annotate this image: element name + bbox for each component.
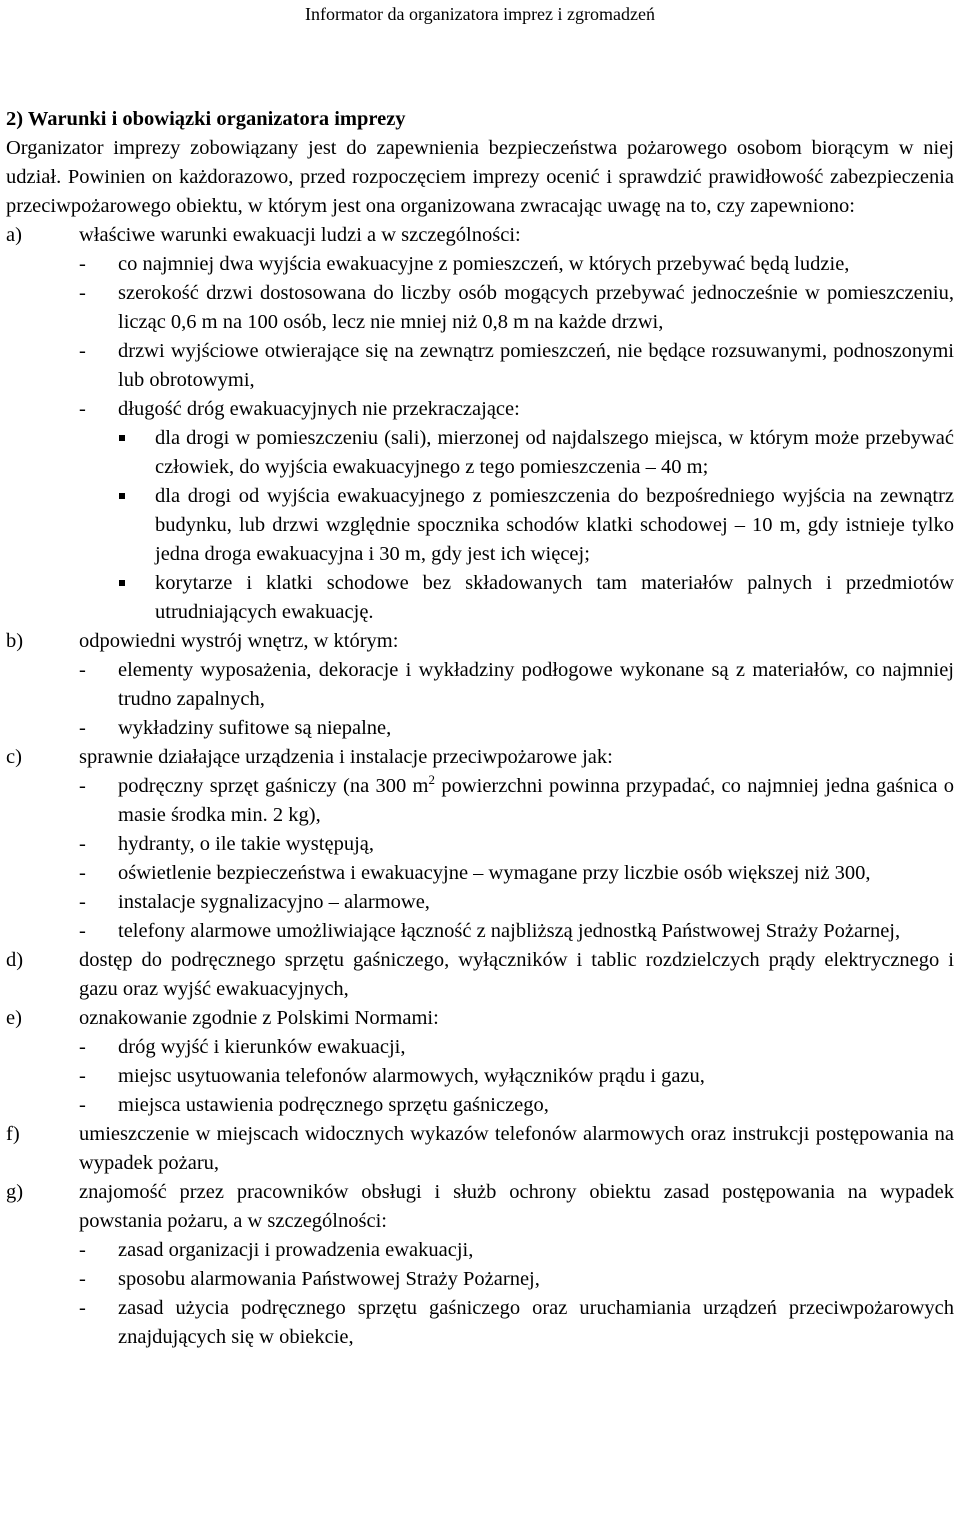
item-label: a) — [6, 224, 22, 246]
list-item-f — [6, 1120, 954, 1178]
bullet-text: korytarze i klatki schodowe bez składowanych tam materiałów palnych i przedmiotów utrudniających ewakuację. — [155, 572, 954, 623]
dash-mark: - — [79, 1094, 86, 1116]
dash-mark: - — [79, 920, 86, 942]
item-label: g) — [6, 1181, 24, 1203]
item-text: znajomość przez pracowników obsługi i służb ochrony obiektu zasad postępowania na wypadek powstania pożaru, a w szczególności: — [79, 1181, 954, 1232]
item-text: odpowiedni wystrój wnętrz, w którym: — [79, 630, 399, 652]
list-item-e — [6, 1004, 954, 1120]
dash-text: sposobu alarmowania Państwowej Straży Pożarnej, — [118, 1268, 540, 1290]
item-text: dostęp do podręcznego sprzętu gaśniczego, wyłączników i tablic rozdzielczych prądy elektrycznego i gazu oraz wyjść ewakuacyjnych, — [79, 949, 954, 1000]
dash-text: powierzchni powinna przypadać, co najmniej jedna gaśnica o masie środka min. 2 kg), — [118, 775, 954, 826]
bullet-item — [6, 424, 954, 482]
dash-text: drzwi wyjściowe otwierające się na zewnątrz pomieszczeń, nie będące rozsuwanymi, podnoszonymi lub obrotowymi, — [118, 340, 954, 391]
dash-text: telefony alarmowe umożliwiające łączność z najbliższą jednostką Państwowej Straży Pożarnej, — [118, 920, 901, 942]
dash-mark: - — [79, 253, 86, 275]
dash-item — [6, 1033, 954, 1062]
bullet-text: dla drogi w pomieszczeniu (sali), mierzonej od najdalszego miejsca, w którym może przebywać człowiek, do wyjścia ewakuacyjnego z tego pomieszczenia – 40 m; — [155, 427, 954, 478]
item-label: d) — [6, 949, 24, 971]
item-label: e) — [6, 1007, 22, 1029]
dash-text: oświetlenie bezpieczeństwa i ewakuacyjne – wymagane przy liczbie osób większej niż 300, — [118, 862, 871, 884]
bullet-text: dla drogi od wyjścia ewakuacyjnego z pomieszczenia do bezpośredniego wyjścia na zewnątrz budynku, lub drzwi względnie spocznika schodów klatki schodowej – 10 m, gdy istnieje tylko jedna droga ewakuacyjna i 30 m, gdy jest ich więcej; — [155, 485, 954, 565]
dash-item — [6, 859, 954, 888]
dash-text: dróg wyjść i kierunków ewakuacji, — [118, 1036, 406, 1058]
list-item-a — [6, 221, 954, 627]
list-item-b — [6, 627, 954, 743]
dash-item — [6, 830, 954, 859]
dash-mark: - — [79, 775, 86, 797]
dash-mark: - — [79, 891, 86, 913]
dash-text: długość dróg ewakuacyjnych nie przekraczające: — [118, 398, 520, 420]
dash-text: zasad użycia podręcznego sprzętu gaśniczego oraz uruchamiania urządzeń przeciwpożarowych znajdujących się w obiekcie, — [118, 1297, 954, 1348]
dash-item — [6, 250, 954, 279]
dash-item — [6, 1091, 954, 1120]
dash-mark: - — [79, 833, 86, 855]
dash-item — [6, 1236, 954, 1265]
dash-mark: - — [79, 862, 86, 884]
intro-paragraph: Organizator imprezy zobowiązany jest do zapewnienia bezpieczeństwa pożarowego osobom biorącym w niej udział. Powinien on każdorazowo, przed rozpoczęciem imprezy ocenić i sprawdzić prawidłowość zabezpieczenia przeciwpożarowego obiektu, w którym jest ona organizowana zwracając uwagę na to, czy zapewniono: — [6, 137, 954, 217]
item-text: umieszczenie w miejscach widocznych wykazów telefonów alarmowych oraz instrukcji postępowania na wypadek pożaru, — [79, 1123, 954, 1174]
dash-text: miejsca ustawienia podręcznego sprzętu gaśniczego, — [118, 1094, 549, 1116]
dash-item — [6, 714, 954, 743]
list-item-c — [6, 743, 954, 946]
section-title: 2) Warunki i obowiązki organizatora imprezy — [6, 108, 406, 130]
list-item-g — [6, 1178, 954, 1352]
dash-item — [6, 656, 954, 714]
dash-item — [6, 917, 954, 946]
dash-mark: - — [79, 1239, 86, 1261]
dash-mark: - — [79, 340, 86, 362]
dash-text: instalacje sygnalizacyjno – alarmowe, — [118, 891, 430, 913]
square-bullet-icon — [119, 580, 125, 586]
dash-item — [6, 1265, 954, 1294]
dash-text: podręczny sprzęt gaśniczy (na 300 m — [118, 775, 429, 797]
bullet-item — [6, 569, 954, 627]
dash-text: wykładziny sufitowe są niepalne, — [118, 717, 392, 739]
running-header: Informator da organizatora imprez i zgromadzeń — [304, 4, 655, 24]
dash-text: co najmniej dwa wyjścia ewakuacyjne z pomieszczeń, w których przebywać będą ludzie, — [118, 253, 850, 275]
item-text: oznakowanie zgodnie z Polskimi Normami: — [79, 1007, 439, 1029]
dash-text: zasad organizacji i prowadzenia ewakuacji, — [118, 1239, 474, 1261]
list-item-d — [6, 946, 954, 1004]
dash-item — [6, 1062, 954, 1091]
dash-mark: - — [79, 717, 86, 739]
dash-text: szerokość drzwi dostosowana do liczby osób mogących przebywać jednocześnie w pomieszczeniu, licząc 0,6 m na 100 osób, lecz nie mniej niż 0,8 m na każde drzwi, — [118, 282, 954, 333]
item-text: właściwe warunki ewakuacji ludzi a w szczególności: — [79, 224, 521, 246]
item-label: b) — [6, 630, 24, 652]
dash-mark: - — [79, 1297, 86, 1319]
superscript: 2 — [428, 772, 435, 787]
item-text: sprawnie działające urządzenia i instalacje przeciwpożarowe jak: — [79, 746, 613, 768]
dash-text: miejsc usytuowania telefonów alarmowych, wyłączników prądu i gazu, — [118, 1065, 705, 1087]
dash-text: elementy wyposażenia, dekoracje i wykładziny podłogowe wykonane są z materiałów, co najmniej trudno zapalnych, — [118, 659, 954, 710]
dash-item — [6, 888, 954, 917]
dash-mark: - — [79, 1065, 86, 1087]
dash-mark: - — [79, 398, 86, 420]
dash-item — [6, 279, 954, 337]
dash-item — [6, 337, 954, 395]
square-bullet-icon — [119, 493, 125, 499]
item-label: f) — [6, 1123, 20, 1145]
dash-mark: - — [79, 282, 86, 304]
dash-item — [6, 772, 954, 830]
dash-mark: - — [79, 1268, 86, 1290]
square-bullet-icon — [119, 435, 125, 441]
dash-mark: - — [79, 659, 86, 681]
dash-item — [6, 395, 954, 424]
dash-mark: - — [79, 1036, 86, 1058]
bullet-item — [6, 482, 954, 569]
dash-item — [6, 1294, 954, 1352]
dash-text: hydranty, o ile takie występują, — [118, 833, 374, 855]
item-label: c) — [6, 746, 22, 768]
